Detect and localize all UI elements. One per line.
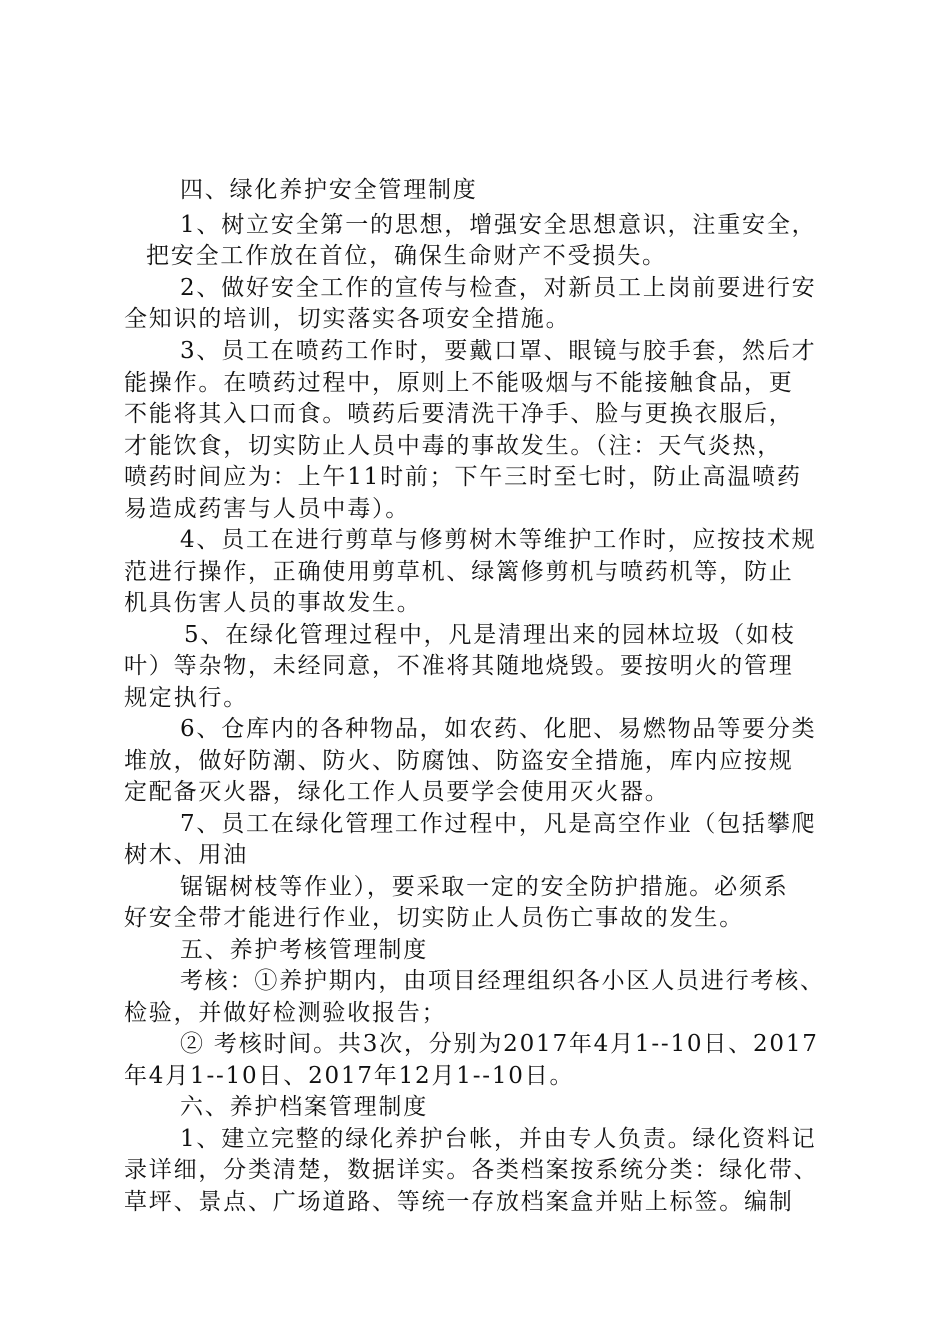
section-heading-four: 四、绿化养护安全管理制度	[180, 177, 478, 203]
paragraph-line: 5、在绿化管理过程中，凡是清理出来的园林垃圾（如枝	[184, 622, 796, 648]
paragraph-line: 喷药时间应为：上午11时前；下午三时至七时，防止高温喷药	[124, 464, 802, 490]
paragraph-line: 2、做好安全工作的宣传与检查，对新员工上岗前要进行安	[180, 275, 817, 301]
paragraph-line: 好安全带才能进行作业，切实防止人员伤亡事故的发生。	[124, 905, 744, 931]
paragraph-line: 草坪、景点、广场道路、等统一存放档案盒并贴上标签。编制	[124, 1189, 794, 1215]
paragraph-line: 7、员工在绿化管理工作过程中，凡是高空作业（包括攀爬	[180, 811, 817, 837]
paragraph-line: ② 考核时间。共3次，分别为2017年4月1--10日、2017	[180, 1031, 819, 1057]
paragraph-line: 树木、用油	[124, 842, 248, 868]
paragraph-line: 才能饮食，切实防止人员中毒的事故发生。（注：天气炎热，	[124, 433, 783, 459]
paragraph-line: 6、仓库内的各种物品，如农药、化肥、易燃物品等要分类	[180, 716, 817, 742]
paragraph-line: 定配备灭火器，绿化工作人员要学会使用灭火器。	[124, 779, 670, 805]
paragraph-line: 规定执行。	[124, 685, 248, 711]
paragraph-line: 堆放，做好防潮、防火、防腐蚀、防盗安全措施，库内应按规	[124, 748, 794, 774]
paragraph-line: 1、树立安全第一的思想，增强安全思想意识，注重安全，	[180, 212, 817, 238]
section-heading-five: 五、养护考核管理制度	[180, 937, 428, 963]
paragraph-line: 4、员工在进行剪草与修剪树木等维护工作时，应按技术规	[180, 527, 817, 553]
paragraph-line: 年4月1--10日、2017年12月1--10日。	[124, 1063, 575, 1089]
paragraph-line: 叶）等杂物，未经同意，不准将其随地烧毁。要按明火的管理	[124, 653, 794, 679]
section-heading-six: 六、养护档案管理制度	[180, 1094, 428, 1120]
paragraph-line: 录详细，分类清楚，数据详实。各类档案按系统分类：绿化带、	[124, 1157, 819, 1183]
paragraph-line: 3、员工在喷药工作时，要戴口罩、眼镜与胶手套，然后才	[180, 338, 817, 364]
paragraph-line: 能操作。在喷药过程中，原则上不能吸烟与不能接触食品，更	[124, 370, 794, 396]
paragraph-line: 把安全工作放在首位，确保生命财产不受损失。	[146, 243, 667, 269]
paragraph-line: 易造成药害与人员中毒）。	[124, 496, 411, 522]
paragraph-line: 范进行操作，正确使用剪草机、绿篱修剪机与喷药机等，防止	[124, 559, 794, 585]
paragraph-line: 锯锯树枝等作业），要采取一定的安全防护措施。必须系	[180, 874, 789, 900]
paragraph-line: 全知识的培训，切实落实各项安全措施。	[124, 306, 571, 332]
paragraph-line: 检验，并做好检测验收报告；	[124, 1000, 447, 1026]
paragraph-line: 不能将其入口而食。喷药后要清洗干净手、脸与更换衣服后，	[124, 401, 794, 427]
paragraph-line: 考核：①养护期内，由项目经理组织各小区人员进行考核、	[180, 968, 825, 994]
paragraph-line: 1、建立完整的绿化养护台帐，并由专人负责。绿化资料记	[180, 1126, 817, 1152]
paragraph-line: 机具伤害人员的事故发生。	[124, 590, 422, 616]
